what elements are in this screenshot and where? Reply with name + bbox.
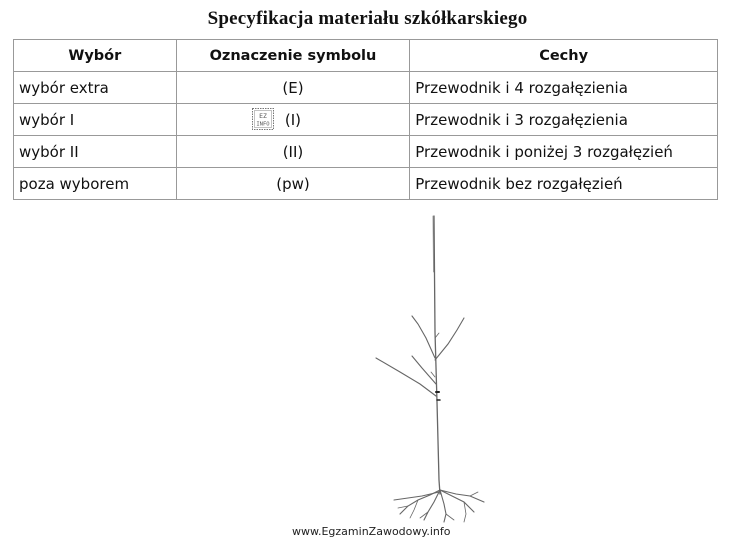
symbol-text: (I)	[284, 110, 302, 129]
cell-selection: wybór I	[14, 104, 177, 136]
column-header-symbol: Oznaczenie symbolu	[176, 40, 410, 72]
tree-seedling-illustration	[360, 212, 490, 524]
table-row	[14, 136, 718, 168]
table-header-row	[14, 40, 718, 72]
cell-features: Przewodnik i 4 rozgałęzienia	[410, 72, 718, 104]
specification-table	[13, 39, 718, 200]
ez-info-logo-icon	[252, 108, 274, 130]
cell-selection: poza wyborem	[14, 168, 177, 200]
cell-symbol: (E)	[176, 72, 410, 104]
cell-selection: wybór extra	[14, 72, 177, 104]
svg-text:INFO: INFO	[256, 121, 270, 127]
cell-features: Przewodnik i poniżej 3 rozgałęzień	[410, 136, 718, 168]
cell-features: Przewodnik bez rozgałęzień	[410, 168, 718, 200]
watermark-text: www.EgzaminZawodowy.info	[292, 525, 451, 538]
cell-symbol: (pw)	[176, 168, 410, 200]
table-row	[14, 168, 718, 200]
symbol-with-logo	[256, 110, 302, 129]
cell-features: Przewodnik i 3 rozgałęzienia	[410, 104, 718, 136]
svg-text:EZ: EZ	[258, 111, 267, 120]
column-header-selection: Wybór	[14, 40, 177, 72]
cell-symbol	[176, 104, 410, 136]
table-row	[14, 72, 718, 104]
column-header-features: Cechy	[410, 40, 718, 72]
table-row	[14, 104, 718, 136]
cell-symbol: (II)	[176, 136, 410, 168]
cell-selection: wybór II	[14, 136, 177, 168]
page-title: Specyfikacja materiału szkółkarskiego	[207, 8, 528, 29]
